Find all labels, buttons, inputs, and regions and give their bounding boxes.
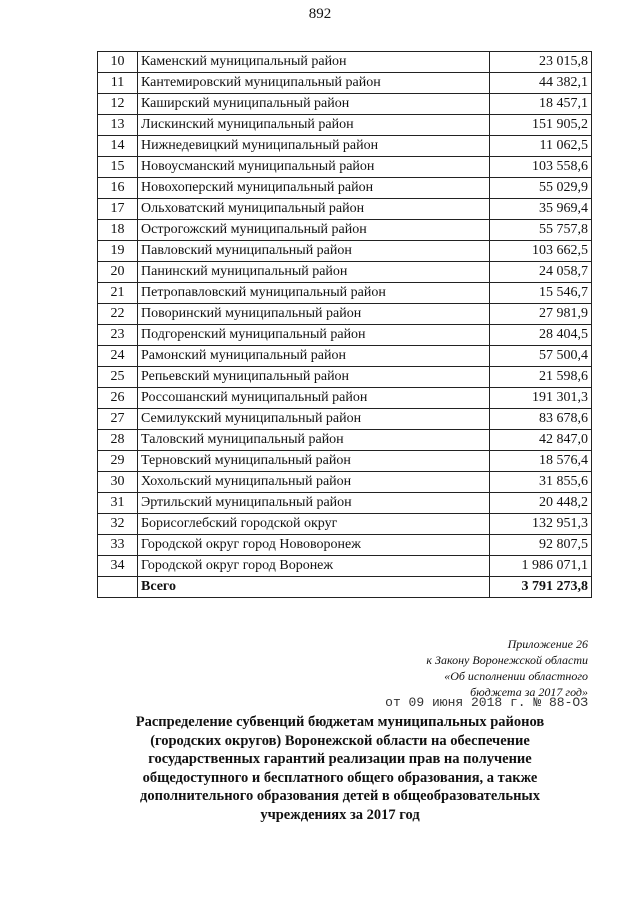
appendix-line: «Об исполнении областного xyxy=(444,669,588,683)
row-name-cell: Эртильский муниципальный район xyxy=(138,493,490,514)
row-number-cell: 15 xyxy=(98,157,138,178)
table-row xyxy=(98,304,592,325)
row-value-cell: 21 598,6 xyxy=(490,367,592,388)
row-value-cell: 18 457,1 xyxy=(490,94,592,115)
row-name-cell: Репьевский муниципальный район xyxy=(138,367,490,388)
row-number-cell: 28 xyxy=(98,430,138,451)
row-value-cell: 28 404,5 xyxy=(490,325,592,346)
appendix-line: к Закону Воронежской области xyxy=(426,653,588,667)
table-row xyxy=(98,52,592,73)
row-name-cell: Новоусманский муниципальный район xyxy=(138,157,490,178)
row-number-cell: 16 xyxy=(98,178,138,199)
table-row xyxy=(98,346,592,367)
row-name-cell: Кантемировский муниципальный район xyxy=(138,73,490,94)
table-row xyxy=(98,472,592,493)
row-number-cell: 26 xyxy=(98,388,138,409)
row-value-cell: 27 981,9 xyxy=(490,304,592,325)
row-name-cell: Острогожский муниципальный район xyxy=(138,220,490,241)
title-line: учреждениях за 2017 год xyxy=(260,806,420,823)
row-value-cell: 11 062,5 xyxy=(490,136,592,157)
row-value-cell: 3 791 273,8 xyxy=(490,577,592,598)
title-line: Распределение субвенций бюджетам муниципальных районов xyxy=(135,714,545,730)
table-row xyxy=(98,283,592,304)
table-row xyxy=(98,535,592,556)
row-value-cell: 18 576,4 xyxy=(490,451,592,472)
row-value-cell: 57 500,4 xyxy=(490,346,592,367)
row-name-cell: Борисоглебский городской округ xyxy=(138,514,490,535)
row-number-cell: 21 xyxy=(98,283,138,304)
row-name-cell: Панинский муниципальный район xyxy=(138,262,490,283)
row-name-cell: Городской округ город Нововоронеж xyxy=(138,535,490,556)
table-row xyxy=(98,73,592,94)
row-value-cell: 20 448,2 xyxy=(490,493,592,514)
row-name-cell: Ольховатский муниципальный район xyxy=(138,199,490,220)
row-number-cell: 11 xyxy=(98,73,138,94)
row-number-cell: 18 xyxy=(98,220,138,241)
row-value-cell: 83 678,6 xyxy=(490,409,592,430)
row-value-cell: 132 951,3 xyxy=(490,514,592,535)
table-row xyxy=(98,157,592,178)
row-name-cell: Каширский муниципальный район xyxy=(138,94,490,115)
document-title xyxy=(110,713,570,824)
table-row xyxy=(98,241,592,262)
title-line: общедоступного и бесплатного общего образования, а также xyxy=(142,769,538,786)
row-value-cell: 23 015,8 xyxy=(490,52,592,73)
title-line: дополнительного образования детей в общеобразовательных xyxy=(140,788,540,804)
row-number-cell: 32 xyxy=(98,514,138,535)
row-value-cell: 31 855,6 xyxy=(490,472,592,493)
row-name-cell: Каменский муниципальный район xyxy=(138,52,490,73)
table-row xyxy=(98,430,592,451)
row-value-cell: 92 807,5 xyxy=(490,535,592,556)
row-value-cell: 1 986 071,1 xyxy=(490,556,592,577)
row-number-cell: 23 xyxy=(98,325,138,346)
table-row xyxy=(98,262,592,283)
row-number-cell: 31 xyxy=(98,493,138,514)
row-value-cell: 55 757,8 xyxy=(490,220,592,241)
row-value-cell: 44 382,1 xyxy=(490,73,592,94)
table-row xyxy=(98,325,592,346)
row-value-cell: 35 969,4 xyxy=(490,199,592,220)
row-number-cell: 22 xyxy=(98,304,138,325)
row-name-cell: Подгоренский муниципальный район xyxy=(138,325,490,346)
row-name-cell: Поворинский муниципальный район xyxy=(138,304,490,325)
row-number-cell: 19 xyxy=(98,241,138,262)
row-name-cell: Нижнедевицкий муниципальный район xyxy=(138,136,490,157)
row-name-cell: Городской округ город Воронеж xyxy=(138,556,490,577)
title-line: (городских округов) Воронежской области на обеспечение xyxy=(150,732,530,749)
row-value-cell: 24 058,7 xyxy=(490,262,592,283)
row-number-cell xyxy=(98,577,138,598)
table-row xyxy=(98,388,592,409)
row-name-cell: Семилукский муниципальный район xyxy=(138,409,490,430)
row-number-cell: 34 xyxy=(98,556,138,577)
table-row xyxy=(98,178,592,199)
row-value-cell: 15 546,7 xyxy=(490,283,592,304)
appendix-line: бюджета за 2017 год» xyxy=(470,685,588,699)
page-number: 892 xyxy=(308,6,332,22)
row-value-cell: 55 029,9 xyxy=(490,178,592,199)
row-number-cell: 12 xyxy=(98,94,138,115)
table-total-row xyxy=(98,577,592,598)
table-row xyxy=(98,115,592,136)
table-row xyxy=(98,136,592,157)
appendix-line: Приложение 26 xyxy=(507,637,588,651)
row-name-cell: Таловский муниципальный район xyxy=(138,430,490,451)
row-name-cell: Рамонский муниципальный район xyxy=(138,346,490,367)
table-row xyxy=(98,493,592,514)
table-row xyxy=(98,367,592,388)
row-number-cell: 30 xyxy=(98,472,138,493)
law-date-stamp: от 09 июня 2018 г. № 88-ОЗ xyxy=(385,695,588,710)
row-name-cell: Терновский муниципальный район xyxy=(138,451,490,472)
row-value-cell: 103 558,6 xyxy=(490,157,592,178)
row-number-cell: 29 xyxy=(98,451,138,472)
table-row xyxy=(98,409,592,430)
table-row xyxy=(98,199,592,220)
row-number-cell: 20 xyxy=(98,262,138,283)
row-number-cell: 17 xyxy=(98,199,138,220)
row-number-cell: 24 xyxy=(98,346,138,367)
appendix-note xyxy=(338,636,588,700)
row-value-cell: 151 905,2 xyxy=(490,115,592,136)
table-row xyxy=(98,220,592,241)
row-value-cell: 191 301,3 xyxy=(490,388,592,409)
row-name-cell: Петропавловский муниципальный район xyxy=(138,283,490,304)
row-number-cell: 25 xyxy=(98,367,138,388)
subsidy-table xyxy=(97,51,592,598)
row-name-cell: Павловский муниципальный район xyxy=(138,241,490,262)
row-value-cell: 103 662,5 xyxy=(490,241,592,262)
row-value-cell: 42 847,0 xyxy=(490,430,592,451)
row-number-cell: 13 xyxy=(98,115,138,136)
table-row xyxy=(98,556,592,577)
row-name-cell: Всего xyxy=(138,577,490,598)
table-row xyxy=(98,514,592,535)
table-row xyxy=(98,94,592,115)
row-name-cell: Хохольский муниципальный район xyxy=(138,472,490,493)
row-name-cell: Лискинский муниципальный район xyxy=(138,115,490,136)
row-name-cell: Новохоперский муниципальный район xyxy=(138,178,490,199)
row-number-cell: 14 xyxy=(98,136,138,157)
title-line: государственных гарантий реализации прав на получение xyxy=(148,751,532,767)
row-number-cell: 10 xyxy=(98,52,138,73)
row-number-cell: 27 xyxy=(98,409,138,430)
row-name-cell: Россошанский муниципальный район xyxy=(138,388,490,409)
table-row xyxy=(98,451,592,472)
table-body xyxy=(98,52,592,598)
row-number-cell: 33 xyxy=(98,535,138,556)
